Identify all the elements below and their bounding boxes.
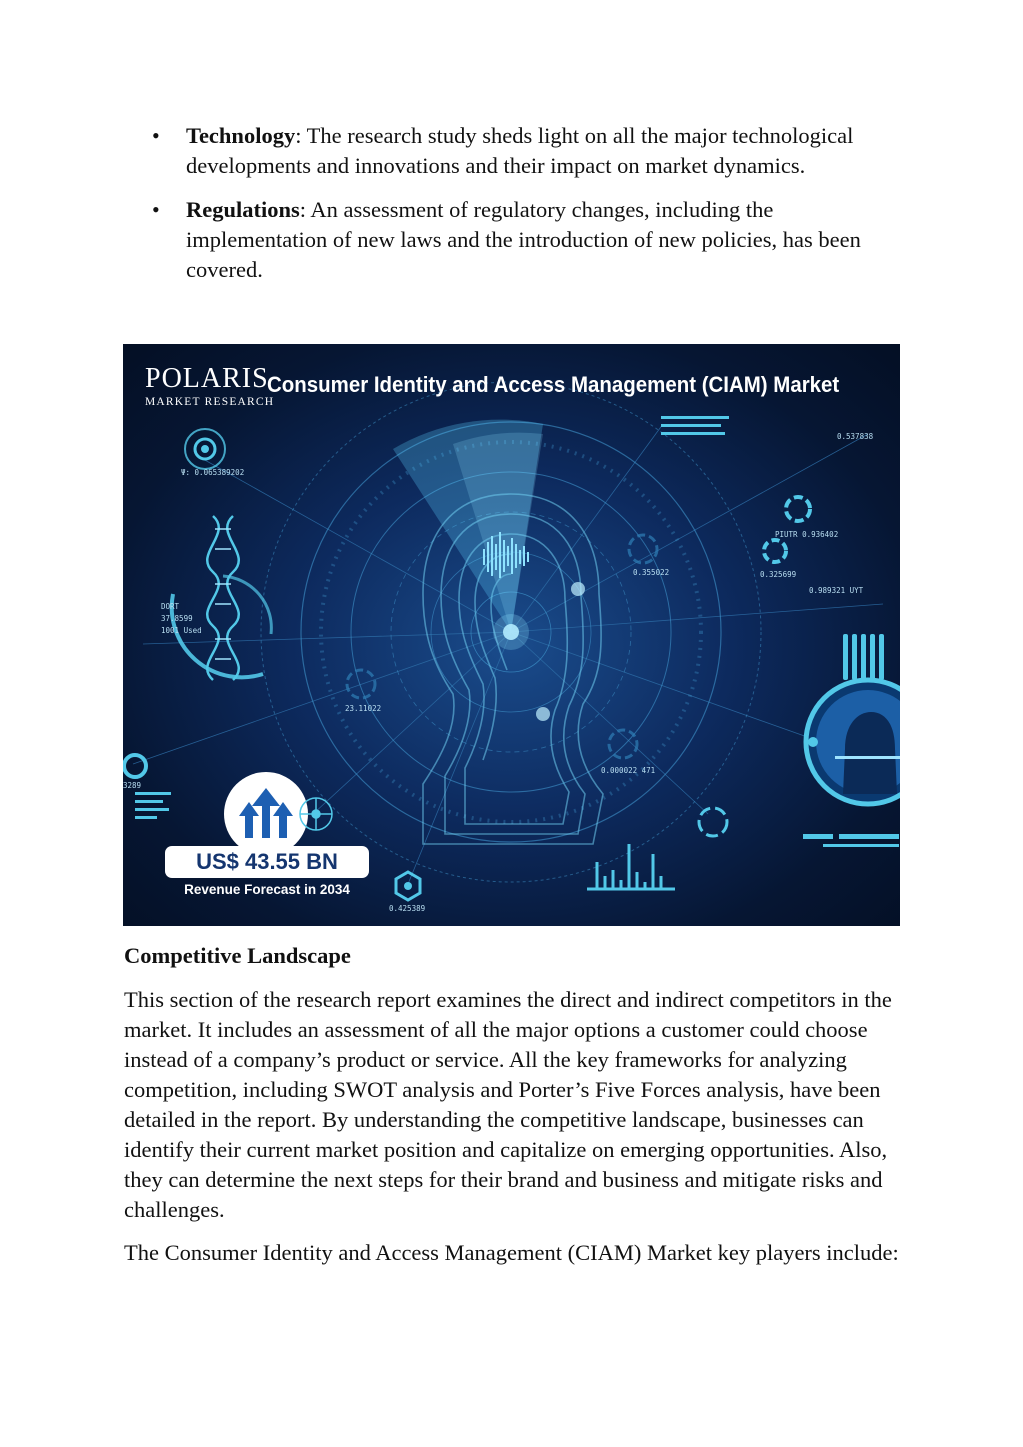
metric-label: 0.325699: [760, 570, 797, 579]
metric-label: 0.355022: [633, 568, 670, 577]
metric-label: PIUTR 0.936402: [775, 530, 839, 539]
radar-graphic: [123, 344, 900, 926]
bullet-text: : An assessment of regulatory changes, including the implementation of new laws and the introduction of new policies, has been covered.: [186, 197, 861, 282]
bullet-dot-icon: •: [152, 123, 160, 148]
metric-label: DORT: [161, 602, 180, 611]
revenue-badge: US$ 43.55 BN: [165, 846, 369, 878]
metric-label: Ψ: 0.065389202: [181, 468, 245, 477]
logo-name: POLARIS: [145, 363, 269, 394]
metric-label: 23.11022: [345, 704, 382, 713]
logo-subtitle: MARKET RESEARCH: [145, 396, 275, 408]
bullet-item-technology: [124, 121, 914, 181]
revenue-caption: Revenue Forecast in 2034: [184, 882, 350, 897]
polaris-logo: [145, 364, 274, 408]
section-heading: Competitive Landscape: [124, 943, 351, 968]
metric-label: 3289: [123, 781, 142, 790]
metric-label: 0.425389: [389, 904, 426, 913]
bullet-dot-icon: •: [152, 197, 160, 222]
market-infographic: [123, 344, 900, 926]
body-paragraph: The Consumer Identity and Access Management (CIAM) Market key players include:: [124, 1240, 899, 1265]
bullet-item-regulations: [124, 195, 914, 285]
body-paragraph: This section of the research report examines the direct and indirect competitors in the market. It includes an assessment of all the major options a customer could choose instead of a company’s product or service. All the key frameworks for analyzing competition, including SWOT analysis and Porter’s Five Forces analysis, have been detailed in the report. By understanding the competitive landscape, businesses can identify their current market position and capitalize on emerging opportunities. Also, they can determine the next steps for their brand and business and mitigate risks and challenges.: [124, 987, 892, 1222]
metric-label: 0.000022 471: [601, 766, 656, 775]
infographic-title: Consumer Identity and Access Management (CIAM) Market: [267, 372, 840, 397]
metric-label: 0.537838: [837, 432, 874, 441]
bullet-term: Technology: [186, 123, 296, 148]
bullet-term: Regulations: [186, 197, 300, 222]
bullet-text: : The research study sheds light on all the major technological developments and innovations and their impact on market dynamics.: [186, 123, 854, 178]
metric-label: 0.989321 UYT: [809, 586, 864, 595]
bullet-list: [124, 121, 914, 299]
metric-label: 37.8599: [161, 614, 193, 623]
metric-label: 1001 Used: [161, 626, 202, 635]
